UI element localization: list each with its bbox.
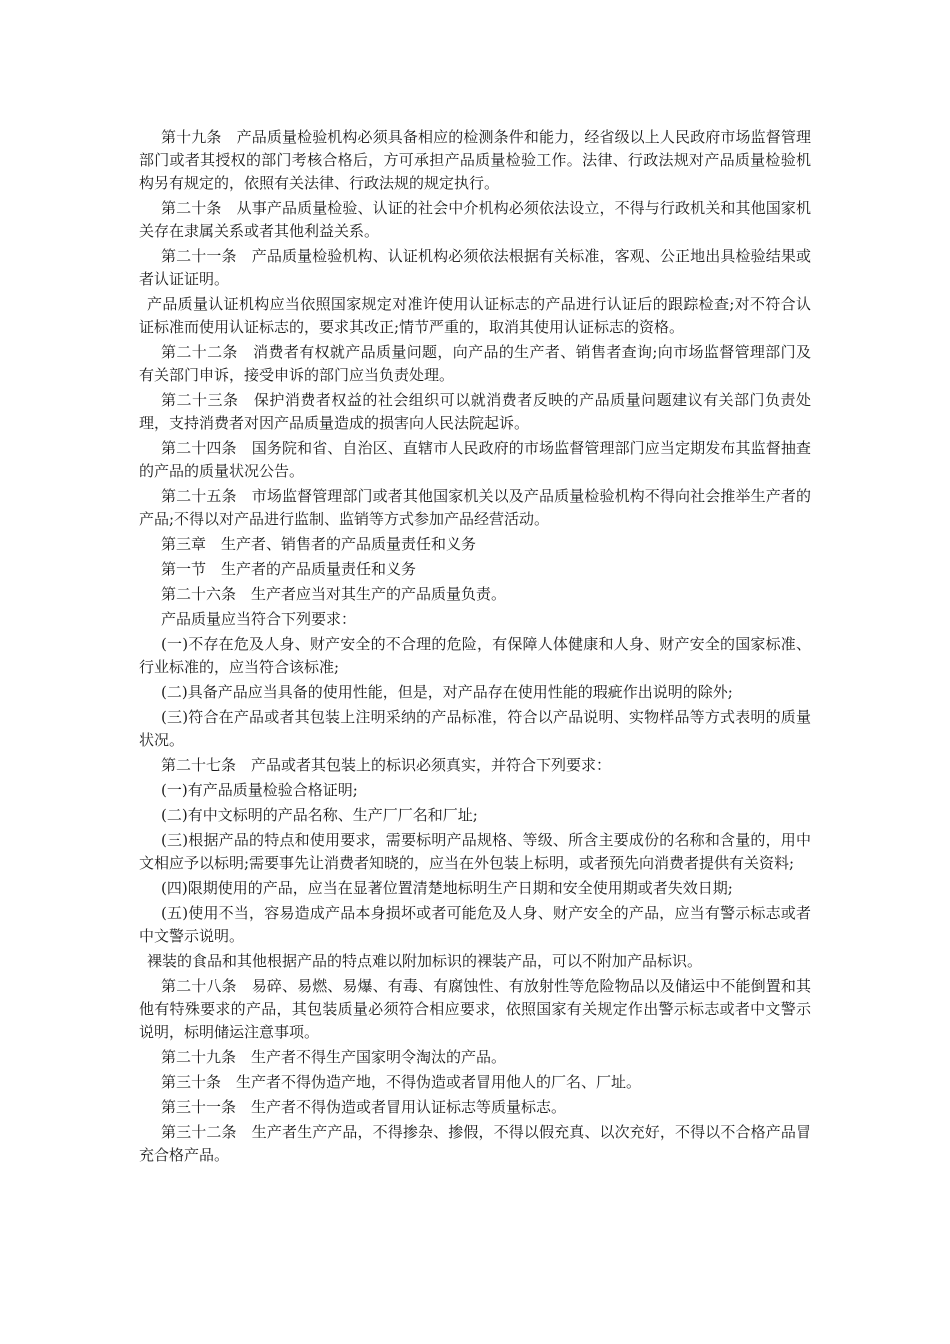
- paragraph-art22: 第二十二条 消费者有权就产品质量问题，向产品的生产者、销售者查询;向市场监督管理部门及有关部门申诉，接受申诉的部门应当负责处理。: [139, 343, 811, 384]
- paragraph-art27-i5: (五)使用不当，容易造成产品本身损坏或者可能危及人身、财产安全的产品，应当有警示标志或者中文警示说明。: [139, 904, 811, 945]
- paragraph-art25: 第二十五条 市场监督管理部门或者其他国家机关以及产品质量检验机构不得向社会推举生产者的产品;不得以对产品进行监制、监销等方式参加产品经营活动。: [139, 487, 811, 528]
- paragraph-art27-i2: (二)有中文标明的产品名称、生产厂厂名和厂址;: [161, 806, 478, 824]
- paragraph-art27-i1: (一)有产品质量检验合格证明;: [161, 781, 358, 799]
- paragraph-art27-i4: (四)限期使用的产品，应当在显著位置清楚地标明生产日期和安全使用期或者失效日期;: [161, 879, 733, 897]
- document-body: [139, 126, 811, 1169]
- paragraph-art26-i1: (一)不存在危及人身、财产安全的不合理的危险，有保障人体健康和人身、财产安全的国家标准、行业标准的，应当符合该标准;: [139, 635, 811, 676]
- paragraph-art26: 第二十六条 生产者应当对其生产的产品质量负责。: [161, 585, 507, 603]
- paragraph-art26-i3: (三)符合在产品或者其包装上注明采纳的产品标准，符合以产品说明、实物样品等方式表明的质量状况。: [139, 708, 811, 749]
- paragraph-chapter3: 第三章 生产者、销售者的产品质量责任和义务: [161, 535, 477, 553]
- paragraph-art30: 第三十条 生产者不得伪造产地，不得伪造或者冒用他人的厂名、厂址。: [161, 1073, 642, 1091]
- paragraph-art23: 第二十三条 保护消费者权益的社会组织可以就消费者反映的产品质量问题建议有关部门负责处理，支持消费者对因产品质量造成的损害向人民法院起诉。: [139, 391, 811, 432]
- paragraph-art27-i3: (三)根据产品的特点和使用要求，需要标明产品规格、等级、所含主要成份的名称和含量的，用中文相应予以标明;需要事先让消费者知晓的，应当在外包装上标明，或者预先向消费者提供有关资料;: [139, 831, 811, 872]
- paragraph-art31: 第三十一条 生产者不得伪造或者冒用认证标志等质量标志。: [161, 1098, 567, 1116]
- paragraph-art27: 第二十七条 产品或者其包装上的标识必须真实，并符合下列要求：: [161, 756, 612, 774]
- paragraph-art21: 第二十一条 产品质量检验机构、认证机构必须依法根据有关标准，客观、公正地出具检验结果或者认证证明。: [139, 247, 811, 288]
- paragraph-art27-2: 裸装的食品和其他根据产品的特点难以附加标识的裸装产品，可以不附加产品标识。: [147, 952, 703, 970]
- paragraph-art32: 第三十二条 生产者生产产品，不得掺杂、掺假，不得以假充真、以次充好，不得以不合格产品冒充合格产品。: [139, 1123, 811, 1164]
- paragraph-art21-2: 产品质量认证机构应当依照国家规定对准许使用认证标志的产品进行认证后的跟踪检查;对不符合认证标准而使用认证标志的，要求其改正;情节严重的，取消其使用认证标志的资格。: [139, 295, 811, 336]
- paragraph-art26-i2: (二)具备产品应当具备的使用性能，但是，对产品存在使用性能的瑕疵作出说明的除外;: [161, 683, 733, 701]
- paragraph-art28: 第二十八条 易碎、易燃、易爆、有毒、有腐蚀性、有放射性等危险物品以及储运中不能倒置和其他有特殊要求的产品，其包装质量必须符合相应要求，依照国家有关规定作出警示标志或者中文警示说明，标明储运注意事项。: [139, 977, 811, 1041]
- paragraph-art26-2: 产品质量应当符合下列要求：: [161, 610, 357, 628]
- paragraph-art20: 第二十条 从事产品质量检验、认证的社会中介机构必须依法设立，不得与行政机关和其他国家机关存在隶属关系或者其他利益关系。: [139, 199, 811, 240]
- paragraph-art29: 第二十九条 生产者不得生产国家明令淘汰的产品。: [161, 1048, 507, 1066]
- paragraph-section1: 第一节 生产者的产品质量责任和义务: [161, 560, 417, 578]
- paragraph-art19: 第十九条 产品质量检验机构必须具备相应的检测条件和能力，经省级以上人民政府市场监督管理部门或者其授权的部门考核合格后，方可承担产品质量检验工作。法律、行政法规对产品质量检验机构另有规定的，依照有关法律、行政法规的规定执行。: [139, 128, 811, 192]
- paragraph-art24: 第二十四条 国务院和省、自治区、直辖市人民政府的市场监督管理部门应当定期发布其监督抽查的产品的质量状况公告。: [139, 439, 811, 480]
